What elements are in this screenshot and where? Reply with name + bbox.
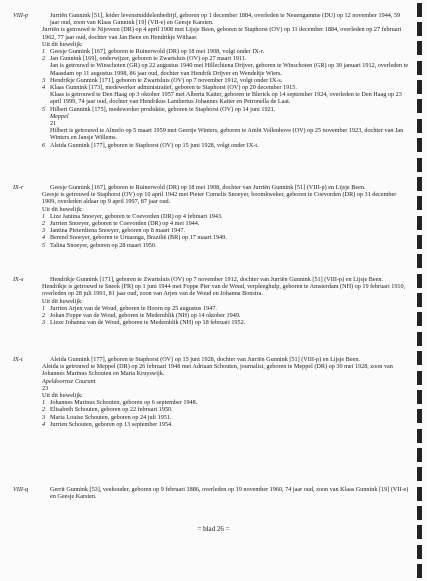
child-text: Talina Snoeyer, geboren op 28 maart 1950.: [50, 241, 157, 249]
marriage-text: Hendrikje is getrouwd te Sneek (FR) op 1 juni 1944 met Foppe Pier van de Woud, verpleeghulp, geboren te Amsterdam (NH) op 19 februari 1910, overleden op 28 juli 1991, 81 jaar oud, zoon van Arjen van de Woud en Johanna Bonstra.: [42, 283, 406, 298]
spiral-binding: [417, 0, 423, 581]
child-text: 21: [50, 120, 57, 128]
child-item: [22, 113, 410, 120]
child-item: [22, 48, 410, 55]
children-list: [22, 48, 410, 149]
child-number: 5: [42, 105, 46, 113]
genealogy-entry: [13, 276, 410, 327]
entry-code: IX-t: [13, 356, 23, 363]
entry-marriage: [22, 191, 410, 205]
child-item: [22, 77, 410, 84]
footnote-number: 23: [42, 384, 49, 392]
child-text: Jurrien Arjen van de Woud, geboren te Hoorn op 25 augustus 1947.: [50, 304, 217, 312]
child-text: Jurrien Snoeyer, geboren te Coevorden (DR) op 4 mei 1944.: [50, 220, 200, 228]
child-number: 3: [42, 76, 46, 84]
child-text: Aleida Gunnink [177], geboren te Staphorst (OV) op 15 juni 1928, volgt onder IX-t.: [50, 141, 259, 149]
children-label: Uit dit huwelijk:: [42, 40, 83, 48]
marriage-text: Geesje is getrouwd te Staphorst (OV) op 10 april 1942 met Pieter Cornelis Snoeyer, boomkweker, geboren te Coevorden (DR) op 31 december 1909, overleden aldaar op 9 april 1997, 87 jaar oud.: [42, 191, 397, 206]
child-item: [22, 406, 410, 413]
entry-code: VIII-q: [13, 486, 29, 493]
genealogy-entry: [13, 356, 410, 428]
child-number: 2: [42, 406, 46, 414]
genealogy-entry: [13, 184, 410, 249]
child-text: Hendrikje Gunnink [171], geboren te Zwartsluis (OV) op 7 november 1912, volgt onder IX-s.: [50, 76, 283, 84]
marriage-text: Aleida is getrouwd te Meppel (DR) op 26 februari 1948 met Adriaan Schouten, journalist, geboren te Meppel (DR) op 30 mei 1928, zoon van Johannes Marinus Schouten en Maria Kruyswijk.: [42, 363, 393, 378]
children-list: [22, 399, 410, 428]
child-item: [22, 227, 410, 234]
child-item: [22, 421, 410, 428]
child-number: 5: [42, 241, 46, 249]
child-number: 1: [42, 48, 46, 56]
child-item: [22, 242, 410, 249]
child-item: [22, 106, 410, 113]
child-text: Meppel: [50, 112, 69, 120]
entry-paragraph: Geesje Gunnink [167], geboren te Ruinerwold (DR) op 18 mei 1908, dochter van Jurriën Gunnink [51] (VIII-p) en Lijsje Been.: [50, 184, 366, 191]
child-text: Maria Louise Schouten, geboren op 24 juli 1951.: [50, 413, 172, 421]
children-list: [22, 213, 410, 249]
child-number: 1: [42, 304, 46, 312]
child-text: Klaas Gunnink [173], medewerker administratief, geboren te Staphorst (OV) op 20 december 1915.: [50, 84, 297, 92]
child-item: [22, 220, 410, 227]
child-item: [22, 234, 410, 241]
child-item: [22, 84, 410, 91]
child-text: Jan is getrouwd te Winschoten (GR) op 22 augustus 1940 met Hillechiena Drijver, geboren te Winschoten (GR) op 30 januari 1912, overleden te Maasdam op 11 augustus 1998, 86 jaar oud, dochter van Hendrik Drijver en Wendeltje Wiers.: [50, 62, 409, 77]
child-number: 2: [42, 312, 46, 320]
child-text: Hilbert is getrouwd te Almelo op 5 maart 1959 met Geertje Winters, geboren te Ambt Vollenhove (OV) op 25 november 1923, dochter van Jan Winters en Jansje Willems.: [50, 127, 404, 142]
child-text: Klaas is getrouwd te Den Haag op 3 oktober 1957 met Alberta Kaiter, geboren te Blerick op 14 september 1924, overleden te Den Haag op 23 april 1999, 74 jaar oud, dochter van Hendrikus Lambertus Johannes Kaiter en Petronella de Laat.: [50, 91, 402, 106]
child-number: 1: [42, 399, 46, 407]
child-item: [22, 91, 410, 105]
genealogy-entry: [13, 12, 410, 149]
entry-marriage: [22, 26, 410, 40]
child-number: 4: [42, 234, 46, 242]
entry-marriage: [22, 363, 410, 392]
child-item: [22, 213, 410, 220]
children-label: Uit dit huwelijk:: [42, 205, 83, 213]
child-number: 6: [42, 141, 46, 149]
child-number: 4: [42, 420, 46, 428]
child-number: 2: [42, 220, 46, 228]
child-item: [22, 62, 410, 76]
child-item: [22, 55, 410, 62]
child-number: 3: [42, 227, 46, 235]
entry-paragraph: Hendrikje Gunnink [171], geboren te Zwartsluis (OV) op 7 november 1912, dochter van Jurriën Gunnink [51] (VIII-p) en Lijsje Been.: [50, 276, 384, 283]
child-text: Johan Foppe van de Woud, geboren te Medemblik (NH) op 14 oktober 1949.: [50, 312, 241, 320]
page-footer: = blad 26 =: [197, 525, 230, 533]
child-item: [22, 142, 410, 149]
child-number: 4: [42, 84, 46, 92]
child-text: Berend Snoeyer, geboren te Uruasnga, Brazilië (BR) op 17 maart 1949.: [50, 234, 227, 242]
entry-code: IX-s: [13, 276, 24, 283]
entry-marriage: [22, 283, 410, 297]
marriage-text: Jurriën is getrouwd te Nijeveen (DR) op 4 april 1908 met Lijsje Been, geboren te Staphorst (OV) op 11 december 1884, overleden op 27 februari 1962, 77 jaar oud, dochter van Jan Been en Hendrikje Withaar.: [42, 26, 402, 41]
child-item: [22, 312, 410, 319]
child-text: Jurrien Schouten, geboren op 13 september 1954.: [50, 420, 173, 428]
child-item: [22, 120, 410, 127]
entry-code: VIII-p: [13, 12, 29, 19]
child-text: Elisabeth Schouten, geboren op 22 februari 1950.: [50, 406, 173, 414]
child-text: Jantina Pieterdiena Snoeyer, geboren op 8 maart 1947.: [50, 227, 185, 235]
child-item: [22, 399, 410, 406]
entry-code: IX-r: [13, 184, 24, 191]
entry-paragraph: Gerrit Gunnink [53], veehouder, geboren op 9 februari 1886, overleden op 19 november 1960, 74 jaar oud, zoon van Klaas Gunnink [19] (VII-e) en Geesje Karsten.: [50, 486, 409, 501]
child-text: Johannes Marinus Schouten, geboren op 6 september 1948.: [50, 399, 198, 407]
child-item: [22, 319, 410, 326]
child-text: Jan Gunnink [169], onderwijzer, geboren te Zwartsluis (OV) op 27 maart 1911.: [50, 55, 247, 63]
child-number: 3: [42, 413, 46, 421]
children-list: [22, 305, 410, 327]
newspaper-note: Apeldoornse Courant: [42, 377, 96, 385]
child-item: [22, 305, 410, 312]
child-item: [22, 127, 410, 141]
child-number: 3: [42, 319, 46, 327]
child-text: Geesje Gunnink [167], geboren te Ruinerwold (DR) op 18 mei 1908, volgt onder IX-r.: [50, 48, 265, 56]
entry-paragraph: Aleida Gunnink [177], geboren te Staphorst (OV) op 15 juni 1928, dochter van Jurriën Gunnink [51] (VIII-p) en Lijsje Been.: [50, 356, 360, 363]
child-number: 1: [42, 212, 46, 220]
child-item: [22, 414, 410, 421]
entry-paragraph: Jurriën Gunnink [51], leider levensmiddelenbedrijf, geboren op 1 december 1884, overleden te Neuengamme (DU) op 12 november 1944, 59 jaar oud, zoon van Klaas Gunnink [19] (VII-e) en Geesje Karsten.: [50, 12, 401, 27]
child-text: Lieze Johanna van de Woud, geboren te Medemblik (NH) op 18 februari 1952.: [50, 319, 246, 327]
children-label: Uit dit huwelijk:: [42, 297, 83, 305]
genealogy-entry: [13, 486, 410, 501]
child-text: Lize Jantina Snoeyer, geboren te Coevorden (DR) op 4 februari 1943.: [50, 212, 223, 220]
child-number: 2: [42, 55, 46, 63]
children-label: Uit dit huwelijk:: [42, 392, 83, 400]
child-text: Hilbert Gunnink [175], medewerker produktie, geboren te Staphorst (OV) op 14 juni 1921.: [50, 105, 276, 113]
